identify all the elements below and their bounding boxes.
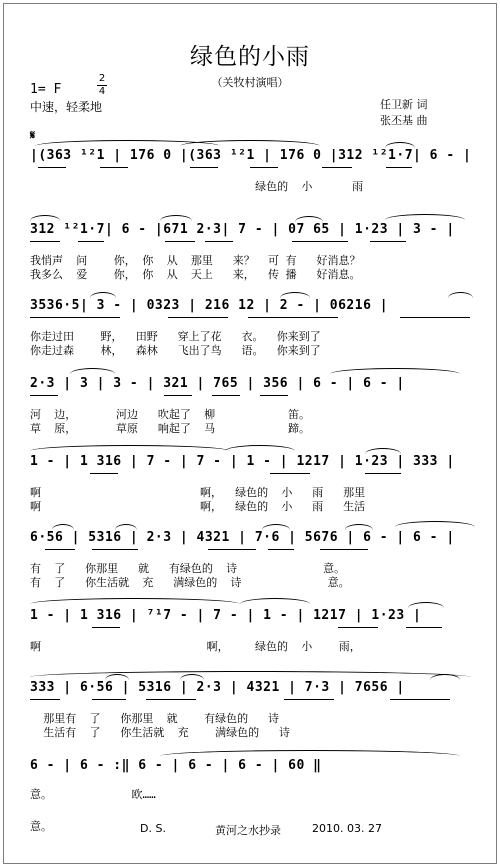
beam-underline: [406, 627, 442, 628]
beam-underline: [250, 167, 278, 168]
lyric-line: 生活有 了 你生活就 充 满绿色的 诗: [30, 726, 290, 739]
beam-underline: [270, 473, 310, 474]
beam-underline: [390, 699, 450, 700]
beam-underline: [208, 549, 256, 550]
beam-underline: [400, 317, 470, 318]
phrase-slur: [240, 598, 310, 604]
beam-underline: [146, 699, 196, 700]
phrase-slur: [225, 445, 295, 451]
score-row: [30, 298, 475, 358]
beam-underline: [30, 699, 60, 700]
score-row: [30, 530, 475, 590]
notation-line: 333 | 6·56 | 5316 | 2·3 | 4321 | 7·3 | 7656 |: [30, 680, 405, 695]
beam-underline: [322, 167, 352, 168]
lyric-line: 意。 欧……: [30, 788, 156, 801]
meter-top: 2: [98, 73, 106, 84]
copy-date: 2010. 03. 27: [312, 822, 382, 835]
lyric-line: 我多么 爱 你， 你 从 天上 来， 传 播 好消息。: [30, 268, 361, 281]
beam-underline: [38, 167, 66, 168]
beam-underline: [100, 167, 128, 168]
beam-underline: [386, 167, 412, 168]
triplet-slur: [160, 215, 192, 221]
tie-slur: [430, 674, 460, 680]
beam-underline: [292, 241, 348, 242]
beam-underline: [90, 473, 118, 474]
beam-underline: [338, 627, 378, 628]
lyric-line: 意。: [30, 820, 52, 833]
da-segno-mark: D. S.: [140, 822, 166, 835]
copyist-credit: 黄河之水抄录: [215, 824, 281, 837]
tie-slur: [385, 214, 465, 220]
lyric-line: 你走过田 野， 田野 穿上了花 衣。 你来到了: [30, 330, 321, 343]
beam-underline: [370, 241, 406, 242]
notation-line: |(363 ¹²1 | 176 0 |(363 ¹²1 | 176 0 |312 ¹²1·7| 6 - |: [30, 148, 472, 163]
lyric-line: 啊 啊， 绿色的 小 雨，: [30, 640, 361, 653]
score-row: [30, 608, 475, 658]
beam-underline: [212, 395, 240, 396]
beam-underline: [92, 549, 138, 550]
beam-underline: [268, 549, 294, 550]
phrase-slur: [30, 598, 240, 604]
score-row: [30, 148, 475, 198]
lyric-line: 啊 啊， 绿色的 小 雨 生活: [30, 500, 366, 513]
tie-slur: [448, 292, 473, 298]
score-row: [30, 222, 475, 282]
tie-slur: [395, 521, 475, 527]
beam-underline: [92, 699, 126, 700]
beam-underline: [92, 627, 120, 628]
lyric-line: 绿色的 小 雨: [30, 180, 364, 193]
performer-note: （关牧村演唱）: [211, 76, 289, 89]
beam-underline: [165, 241, 195, 242]
phrase-slur: [30, 671, 470, 677]
lyric-line: 你走过森 林， 森林 飞出了鸟 语。 你来到了: [30, 344, 321, 357]
time-signature: [97, 74, 107, 97]
lyric-line: 我悄声 问 你， 你 从 那里 来？ 可 有 好消息？: [30, 254, 361, 267]
phrase-slur: [160, 750, 460, 756]
meter-bottom: 4: [98, 86, 106, 97]
phrase-slur: [30, 445, 230, 451]
notation-line: 312 ¹²1·7| 6 - |671 2·3| 7 - | 07 65 | 1·23 | 3 - |: [30, 222, 455, 237]
beam-underline: [78, 241, 104, 242]
beam-underline: [260, 395, 288, 396]
lyric-line: 啊 啊， 绿色的 小 雨 那里: [30, 486, 366, 499]
composer-credit: 张丕基 曲: [380, 114, 428, 127]
phrase-slur: [180, 140, 320, 146]
tempo-marking: 中速，轻柔地: [30, 100, 103, 114]
lyricist-credit: 任卫新 词: [380, 98, 428, 111]
notation-line: 1 - | 1 316 | ⁷¹7 - | 7 - | 1 - | 1217 | 1·23 |: [30, 608, 422, 623]
key-signature: 1= F: [30, 82, 62, 97]
beam-underline: [45, 549, 75, 550]
song-title: 绿色的小雨: [190, 44, 310, 70]
beam-underline: [190, 167, 218, 168]
beam-underline: [248, 317, 338, 318]
lyric-line: 草 原， 草原 响起了 马 蹄。: [30, 422, 310, 435]
beam-underline: [30, 395, 58, 396]
lyric-line: 有 了 你那里 就 有绿色的 诗 意。: [30, 562, 346, 575]
score-row: [30, 376, 475, 436]
notation-line: 2·3 | 3 | 3 - | 321 | 765 | 356 | 6 - | 6 - |: [30, 376, 405, 391]
beam-underline: [164, 395, 192, 396]
segno-icon: 𝄋: [30, 128, 36, 142]
tie-slur: [70, 368, 115, 374]
triplet-slur: [30, 215, 60, 221]
phrase-slur: [330, 368, 460, 374]
beam-underline: [365, 473, 401, 474]
lyric-line: 那里有 了 你那里 就 有绿色的 诗: [30, 712, 279, 725]
beam-underline: [168, 317, 228, 318]
beam-underline: [205, 241, 233, 242]
beam-underline: [30, 241, 60, 242]
lyric-line: 河 边， 河边 吹起了 柳 笛。: [30, 408, 310, 421]
beam-underline: [284, 699, 334, 700]
notation-line: 1 - | 1 316 | 7 - | 7 - | 1 - | 1217 | 1·23 | 333 |: [30, 454, 455, 469]
beam-underline: [320, 549, 368, 550]
notation-line: 6 - | 6 - :‖ 6 - | 6 - | 6 - | 60 ‖: [30, 758, 322, 773]
notation-line: 6·56 | 5316 | 2·3 | 4321 | 7·6 | 5676 | 6 - | 6 - |: [30, 530, 455, 545]
beam-underline: [30, 317, 120, 318]
score-row: [30, 454, 475, 514]
notation-line: 3536·5| 3 - | 0323 | 216 12 | 2 - | 06216 |: [30, 298, 389, 313]
lyric-line: 有 了 你生活就 充 满绿色的 诗 意。: [30, 576, 350, 589]
score-row: [30, 680, 475, 740]
